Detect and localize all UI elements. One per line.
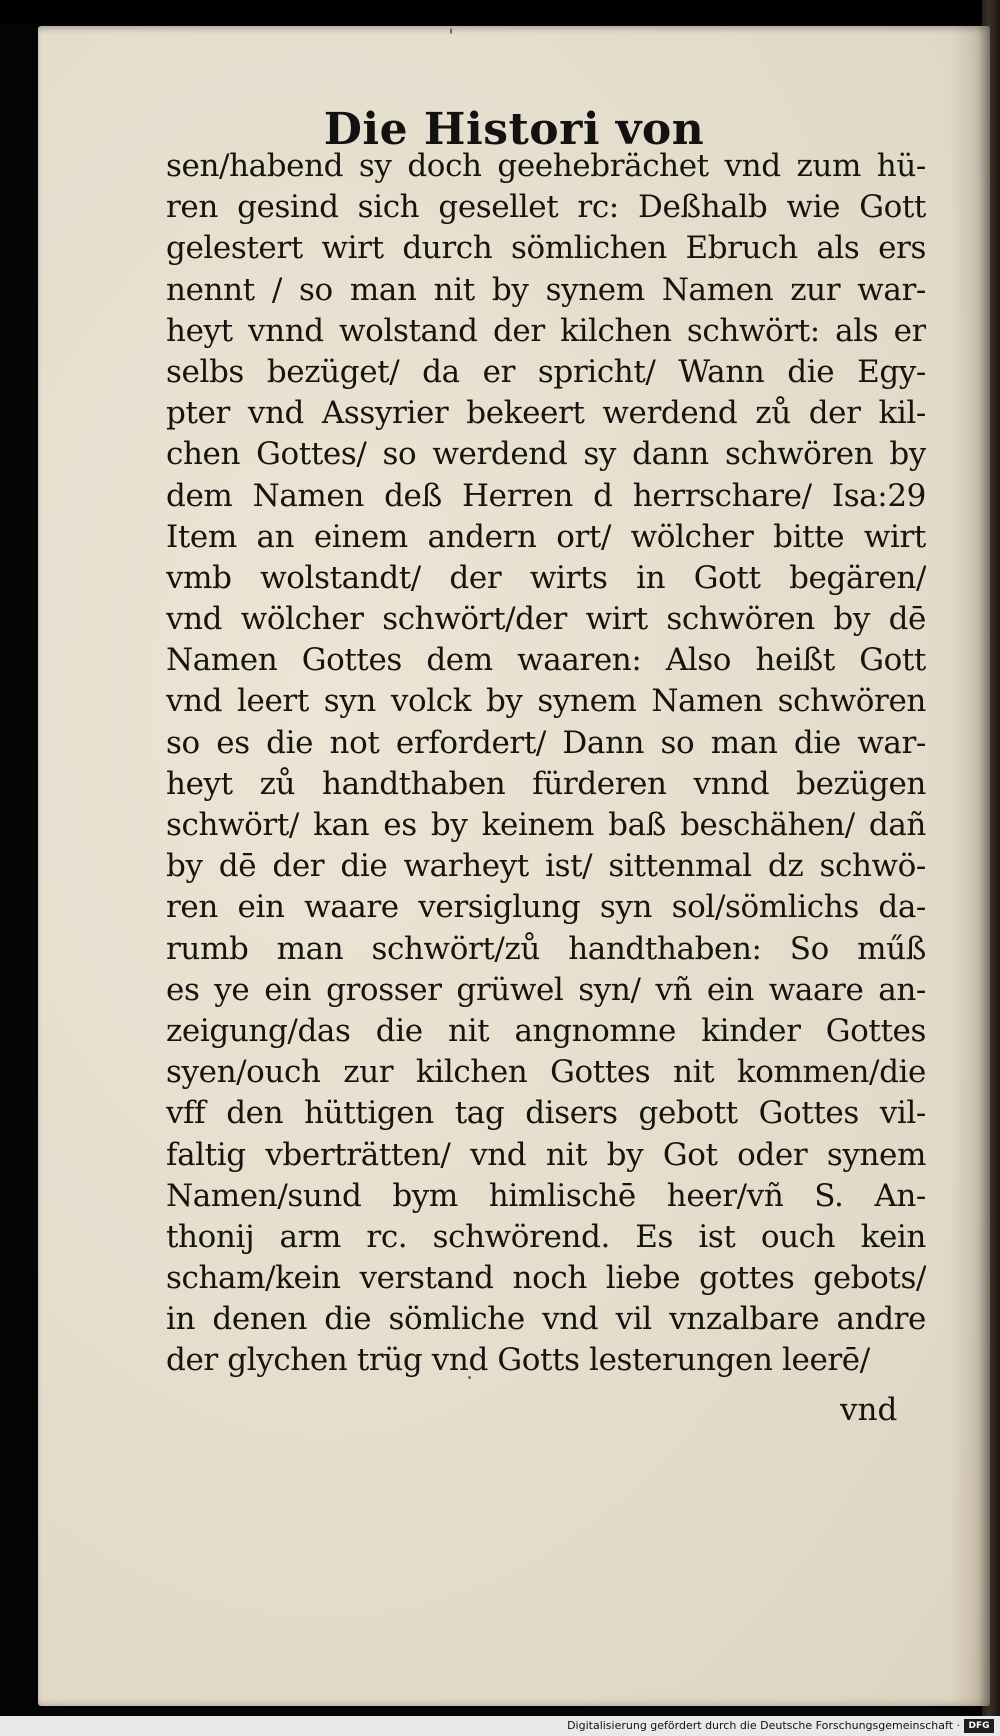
text-line: zeigung/das die nit angnomne kinder Gottes [166,1012,926,1049]
text-line: es ye ein grosser grüwel syn/ vñ ein waare an- [166,971,926,1008]
text-line: Item an einem andern ort/ wölcher bitte wirt [166,518,926,555]
text-line: syen/ouch zur kilchen Gottes nit kommen/die [166,1054,926,1091]
text-line: rumb man schwört/zů handthaben: So műß [166,930,926,967]
text-line: scham/kein verstand noch liebe gottes gebots/ [166,1260,926,1297]
text-line: in denen die sömliche vnd vil vnzalbare andre [166,1301,926,1338]
page-gutter-shadow [950,26,990,1706]
body-text [166,146,926,1382]
text-line: faltig vberträtten/ vnd nit by Got oder synem [166,1136,926,1173]
text-line: gelestert wirt durch sömlichen Ebruch als ers [166,230,926,267]
text-line: selbs bezüget/ da er spricht/ Wann die Egy- [166,353,926,390]
text-line: heyt vnnd wolstand der kilchen schwört: als er [166,312,926,349]
text-line: Namen Gottes dem waaren: Also heißt Gott [166,642,926,679]
text-line: dem Namen deß Herren d herrschare/ Isa:29 [166,477,926,514]
text-line: pter vnd Assyrier bekeert werdend zů der kil- [166,395,926,432]
text-line: schwört/ kan es by keinem baß beschähen/ dañ [166,807,926,843]
text-line: thonij arm rc. schwörend. Es ist ouch kein [166,1218,926,1255]
text-line: sen/habend sy doch geehebrächet vnd zum hü- [166,148,926,184]
text-line: nennt / so man nit by synem Namen zur war- [166,271,926,308]
funding-note: Digitalisierung gefördert durch die Deutsche Forschungsgemeinschaft · [567,1719,960,1732]
catchword: vnd [840,1392,898,1428]
text-line: ren ein waare versiglung syn sol/sömlichs da- [166,889,926,926]
text-line: vnd leert syn volck by synem Namen schwören [166,683,926,720]
text-line: der glychen trüg vnd Gotts lesterungen leerē/ [166,1342,870,1379]
text-line: vmb wolstandt/ der wirts in Gott begären/ [166,559,926,596]
text-line: Namen/sund bym himlischē heer/vñ S. An- [166,1177,926,1214]
text-line: so es die not erfordert/ Dann so man die war- [166,724,926,761]
running-head: Die Histori von [323,104,705,155]
scan-background-top [0,0,1000,24]
text-line: chen Gottes/ so werdend sy dann schwören by [166,436,926,473]
dfg-logo[interactable]: DFG [964,1719,994,1733]
paper-speck [450,28,452,34]
text-line: vnd wölcher schwört/der wirt schwören by dē [166,601,926,638]
text-line: ren gesind sich gesellet rc: Deßhalb wie Gott [166,189,926,226]
text-line: by dē der die warheyt ist/ sittenmal dz schwö- [166,848,926,885]
text-line: heyt zů handthaben fürderen vnnd bezügen [166,765,926,802]
text-line: vff den hüttigen tag disers gebott Gottes vil- [166,1095,926,1132]
